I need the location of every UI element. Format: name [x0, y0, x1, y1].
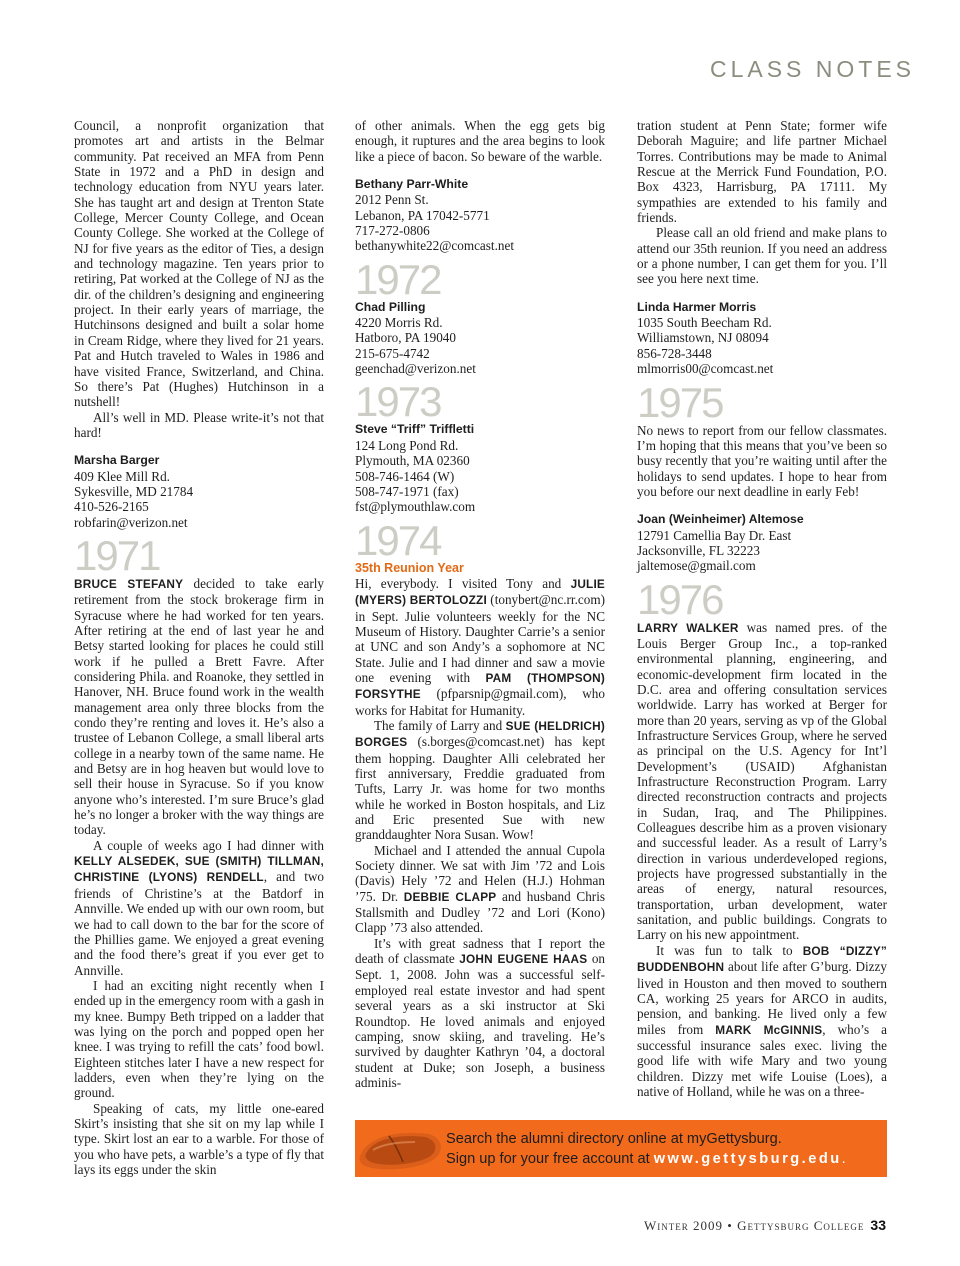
contact-name: Linda Harmer Morris	[637, 299, 757, 314]
address-line: 215-675-4742	[355, 345, 430, 361]
paragraph-text: , who’s a successful insurance sales exec. living the good life with wife Mary and two young children. Dizzy met wife Louise (Loes), a native of Holland, while he was on a three-	[637, 1021, 887, 1099]
address-line: 4220 Morris Rd.	[355, 315, 443, 331]
email-address: fst@plymouthlaw.com	[355, 499, 476, 515]
paragraph-text: It was fun to talk to	[656, 942, 803, 958]
paragraph	[74, 576, 324, 838]
alumni-directory-banner[interactable]	[355, 1120, 887, 1177]
email-address: mlmorris00@comcast.net	[637, 361, 774, 377]
paragraph-text: (s.borges@comcast.net) has kept them hopping. Daughter Alli celebrated her first anniversary, Freddie graduated from Tufts, Larry Jr. was home for two months while he worked in Boston hospitals, and Liz and Eric presented Sue with new granddaughter Nora Susan. Wow!	[355, 734, 605, 843]
publication-name: Gettysburg College	[737, 1218, 865, 1233]
class-year-heading: 1976	[637, 575, 723, 623]
page-footer	[644, 1217, 886, 1234]
address-line: 409 Klee Mill Rd.	[74, 468, 170, 484]
paragraph-text: (pfparsnip@gmail.com), who works for Habitat for Humanity.	[355, 686, 605, 718]
reunion-subheading: 35th Reunion Year	[355, 560, 464, 575]
paragraph: Council, a nonprofit organization that promotes art and artists in the Belmar community. Pat received an MFA from Penn State in 1972 and a PhD in design and technology education from NYU years later. She has taught art and design at Trenton State College, Mercer County College, and Ocean County College. She worked at the College of NJ for five years as the editor of Ties, a design and technology magazine. Ten years prior to retiring, Pat worked at the College of NJ as the dir. of the children’s designing and engineering project. In their early years of marriage, the Hutchinsons designed and built a solar home in Cream Ridge, where they lived for 21 years. Pat and Hutch traveled to Wales in 1986 and have visited France, Switzerland, and China. So there’s Pat (Hughes) Hutchinson in a nutshell!	[74, 118, 324, 410]
paragraph	[355, 936, 605, 1090]
contact-address	[355, 315, 605, 376]
classmate-name: KELLY ALSEDEK, SUE (SMITH) TILLMAN, CHRISTINE (LYONS) RENDELL	[74, 854, 324, 885]
banner-line-2-text: Sign up for your free account at	[446, 1151, 654, 1167]
paragraph: Please call an old friend and make plans to attend our 35th reunion. If you need an address or a phone number, I can get them for you. I’ll see you here next time.	[637, 225, 887, 287]
email-address: jaltemose@gmail.com	[637, 558, 756, 574]
page-number: 33	[870, 1217, 886, 1233]
email-address: geenchad@verizon.net	[355, 361, 476, 377]
paragraph-text: It’s with great sadness that I report the death of classmate	[355, 935, 605, 967]
address-line: 12791 Camellia Bay Dr. East	[637, 527, 792, 543]
url-period: .	[841, 1151, 846, 1167]
paragraph-text: Hi, everybody. I visited Tony and	[355, 575, 571, 591]
paragraph	[355, 843, 605, 936]
paragraph: tration student at Penn State; former wife Deborah Maguire; and life partner Michael Torres. Contributions may be made to Animal Rescue at the Merrick Fund Foundation, P.O. Box 4323, Harrisburg, PA 17111. My sympathies are extended to his family and friends.	[637, 118, 887, 226]
paragraph-text: about life after G’burg. Dizzy lived in Houston and then moved to southern CA, working 25 years for ARCO in audits, pension, and banking. He lived only a few miles from	[637, 959, 887, 1037]
contact-address	[637, 315, 887, 376]
paragraph-text: and husband Chris Stallsmith and Dudley ’72 and Lori (Kono) Clapp ’73 also attended.	[355, 888, 605, 936]
website-link[interactable]: www.gettysburg.edu	[653, 1151, 842, 1167]
contact-address	[355, 438, 605, 515]
paragraph-text: , and two friends of Christine’s at the Batdorf in Annville. We ended up with our own room, but we had to call down to the bar for the score of the Phillies game. We enjoyed a great evening and the food there’s great if you ever get to Annville.	[74, 869, 324, 978]
paragraph-text: Michael and I attended the annual Cupola Society dinner. We sat with Jim ’72 and Lois (Davis) Hely ’72 and Helen (H.J.) Hohman ’75. Dr.	[355, 842, 605, 904]
banner-line-2	[446, 1149, 846, 1169]
paragraph	[637, 620, 887, 943]
classmate-name: BRUCE STEFANY	[74, 576, 184, 591]
classmate-name: JULIE (MYERS) BERTOLOZZI	[355, 576, 605, 608]
paragraph-text: on Sept. 1, 2008. John was a successful self-employed real estate investor and had spent several years as a ski instructor at Ski Roundtop. He loved animals and enjoyed camping, snow skiing, and traveling. He’s survived by daughter Kathryn ’04, a doctoral student at Duke; son Joseph, a business adminis-	[355, 951, 605, 1090]
paragraph-text: A couple of weeks ago I had dinner with	[93, 837, 324, 853]
banner-line-1: Search the alumni directory online at myGettysburg.	[446, 1131, 782, 1147]
address-line: 410-526-2165	[74, 499, 149, 515]
address-line: 2012 Penn St.	[355, 192, 429, 208]
paragraph	[355, 718, 605, 843]
address-line: Jacksonville, FL 32223	[637, 542, 760, 558]
classmate-name: DEBBIE CLAPP	[403, 889, 497, 904]
column-3	[637, 118, 887, 1099]
class-year-heading: 1972	[355, 255, 441, 303]
contact-name: Bethany Parr-White	[355, 177, 469, 192]
classmate-name: SUE (HELDRICH) BORGES	[355, 718, 605, 750]
address-line: 508-747-1971 (fax)	[355, 483, 459, 499]
issue-date: Winter 2009	[644, 1218, 724, 1233]
address-line: 717-272-0806	[355, 223, 430, 239]
class-year-heading: 1973	[355, 378, 441, 426]
classmate-name: MARK McGINNIS	[715, 1022, 823, 1037]
column-2	[355, 118, 605, 1090]
class-year-heading: 1974	[355, 516, 441, 564]
contact-name: Joan (Weinheimer) Altemose	[637, 512, 804, 527]
paragraph	[637, 943, 887, 1099]
section-title: CLASS NOTES	[709, 56, 915, 82]
paragraph-text: (tonybert@nc.rr.com) in Sept. Julie volunteers weekly for the NC Museum of History. Daughter Carrie’s a senior at UNC and son Andy’s a sophomore at NC State. Julie and I had dinner and saw a movie one evening with	[355, 592, 605, 685]
contact-name: Marsha Barger	[74, 453, 160, 468]
address-line: Plymouth, MA 02360	[355, 453, 470, 469]
contact-address	[637, 528, 887, 574]
classmate-name: JOHN EUGENE HAAS	[459, 952, 588, 967]
paragraph: I had an exciting night recently when I ended up in the emergency room with a gash in my knee. Bumpy Beth tripped on a ladder that was lying on the porch and popped open her knee. I was trying to refill the cats’ food bowl. Eighteen stitches later I have a new respect for ladders, even when they’re lying on the ground.	[74, 977, 324, 1101]
computer-mouse-icon	[359, 1124, 445, 1174]
address-line: Hatboro, PA 19040	[355, 330, 456, 346]
email-address: bethanywhite22@comcast.net	[355, 238, 514, 254]
class-year-heading: 1975	[637, 378, 723, 426]
classmate-name: LARRY WALKER	[637, 620, 739, 635]
paragraph-text: was named pres. of the Louis Berger Group Inc., a top-ranked environmental planning, engineering, and economic-development firm located in the D.C. area and offering consultation services worldwide. Larry has worked at Berger for more than 20 years, serving as vp of the Global Infrastructure Services Group, where he served as principal on the U.S. Agency for Int’l Development’s (USAID) Afghanistan Infrastructure Reconstruction Program. Larry directed reconstruction contracts and projects in Sudan, Iraq, and The Philippines. Colleagues describe him as a proven visionary and successful leader. As a result of Larry’s direction in various underdeveloped regions, projects have progressed substantially in the areas of energy, natural resources, transportation, urban development, water sanitation, and public buildings. Congrats to Larry on his new appointment.	[637, 619, 887, 943]
address-line: Williamstown, NJ 08094	[637, 330, 769, 346]
address-line: Sykesville, MD 21784	[74, 483, 194, 499]
paragraph-text: The family of Larry and	[374, 717, 506, 733]
paragraph	[355, 576, 605, 718]
paragraph: No news to report from our fellow classmates. I’m hoping that this means that you’ve been so busy recently that you’re waiting until after the holidays to send updates. I hope to hear from you before our next deadline in early Feb!	[637, 422, 887, 499]
address-line: 856-728-3448	[637, 345, 712, 361]
address-line: 124 Long Pond Rd.	[355, 437, 459, 453]
email-address: robfarin@verizon.net	[74, 514, 188, 530]
paragraph: Speaking of cats, my little one-eared Skirt’s insisting that she sit on my lap while I type. Skirt lost an ear to a warble. For those of you who have pets, a warble’s a type of fly that lays its eggs under the skin	[74, 1100, 324, 1177]
classmate-name: PAM (THOMPSON) FORSYTHE	[355, 670, 605, 702]
classmate-name: BOB “DIZZY” BUDDENBOHN	[637, 943, 887, 975]
address-line: 508-746-1464 (W)	[355, 468, 455, 484]
banner-text	[446, 1129, 846, 1169]
column-1	[74, 118, 324, 1177]
address-line: 1035 South Beecham Rd.	[637, 315, 772, 331]
contact-address	[74, 469, 324, 530]
paragraph: All’s well in MD. Please write-it’s not that hard!	[74, 409, 324, 440]
paragraph: of other animals. When the egg gets big enough, it ruptures and the area begins to look like a piece of bacon. So beware of the warble.	[355, 118, 605, 164]
contact-name: Steve “Triff” Triffletti	[355, 422, 475, 437]
contact-name: Chad Pilling	[355, 299, 426, 314]
address-line: Lebanon, PA 17042-5771	[355, 207, 490, 223]
paragraph-text: decided to take early retirement from the stock brokerage firm in Syracuse where he had worked for ten years. After retiring at the end of last year he and Betsy started looking for places he could still work if he pulled a Brett Favre. After considering Phila. and Roanoke, they settled in Hanover, NH. Bruce found work in the wealth management area only three blocks from the condo they’re renting and loves it. He’s also a trustee of Lebanon College, a small liberal arts college in a nearby town of the same name. He and Betsy are in hog heaven but would love to sell their house in Syracuse. So if you know anyone who’s interested. I’m sure Bruce’s glad he’s no longer a broker with the way things are today.	[74, 575, 324, 838]
contact-address	[355, 192, 605, 253]
paragraph	[74, 838, 324, 978]
footer-separator: •	[723, 1218, 738, 1233]
class-year-heading: 1971	[74, 531, 160, 579]
